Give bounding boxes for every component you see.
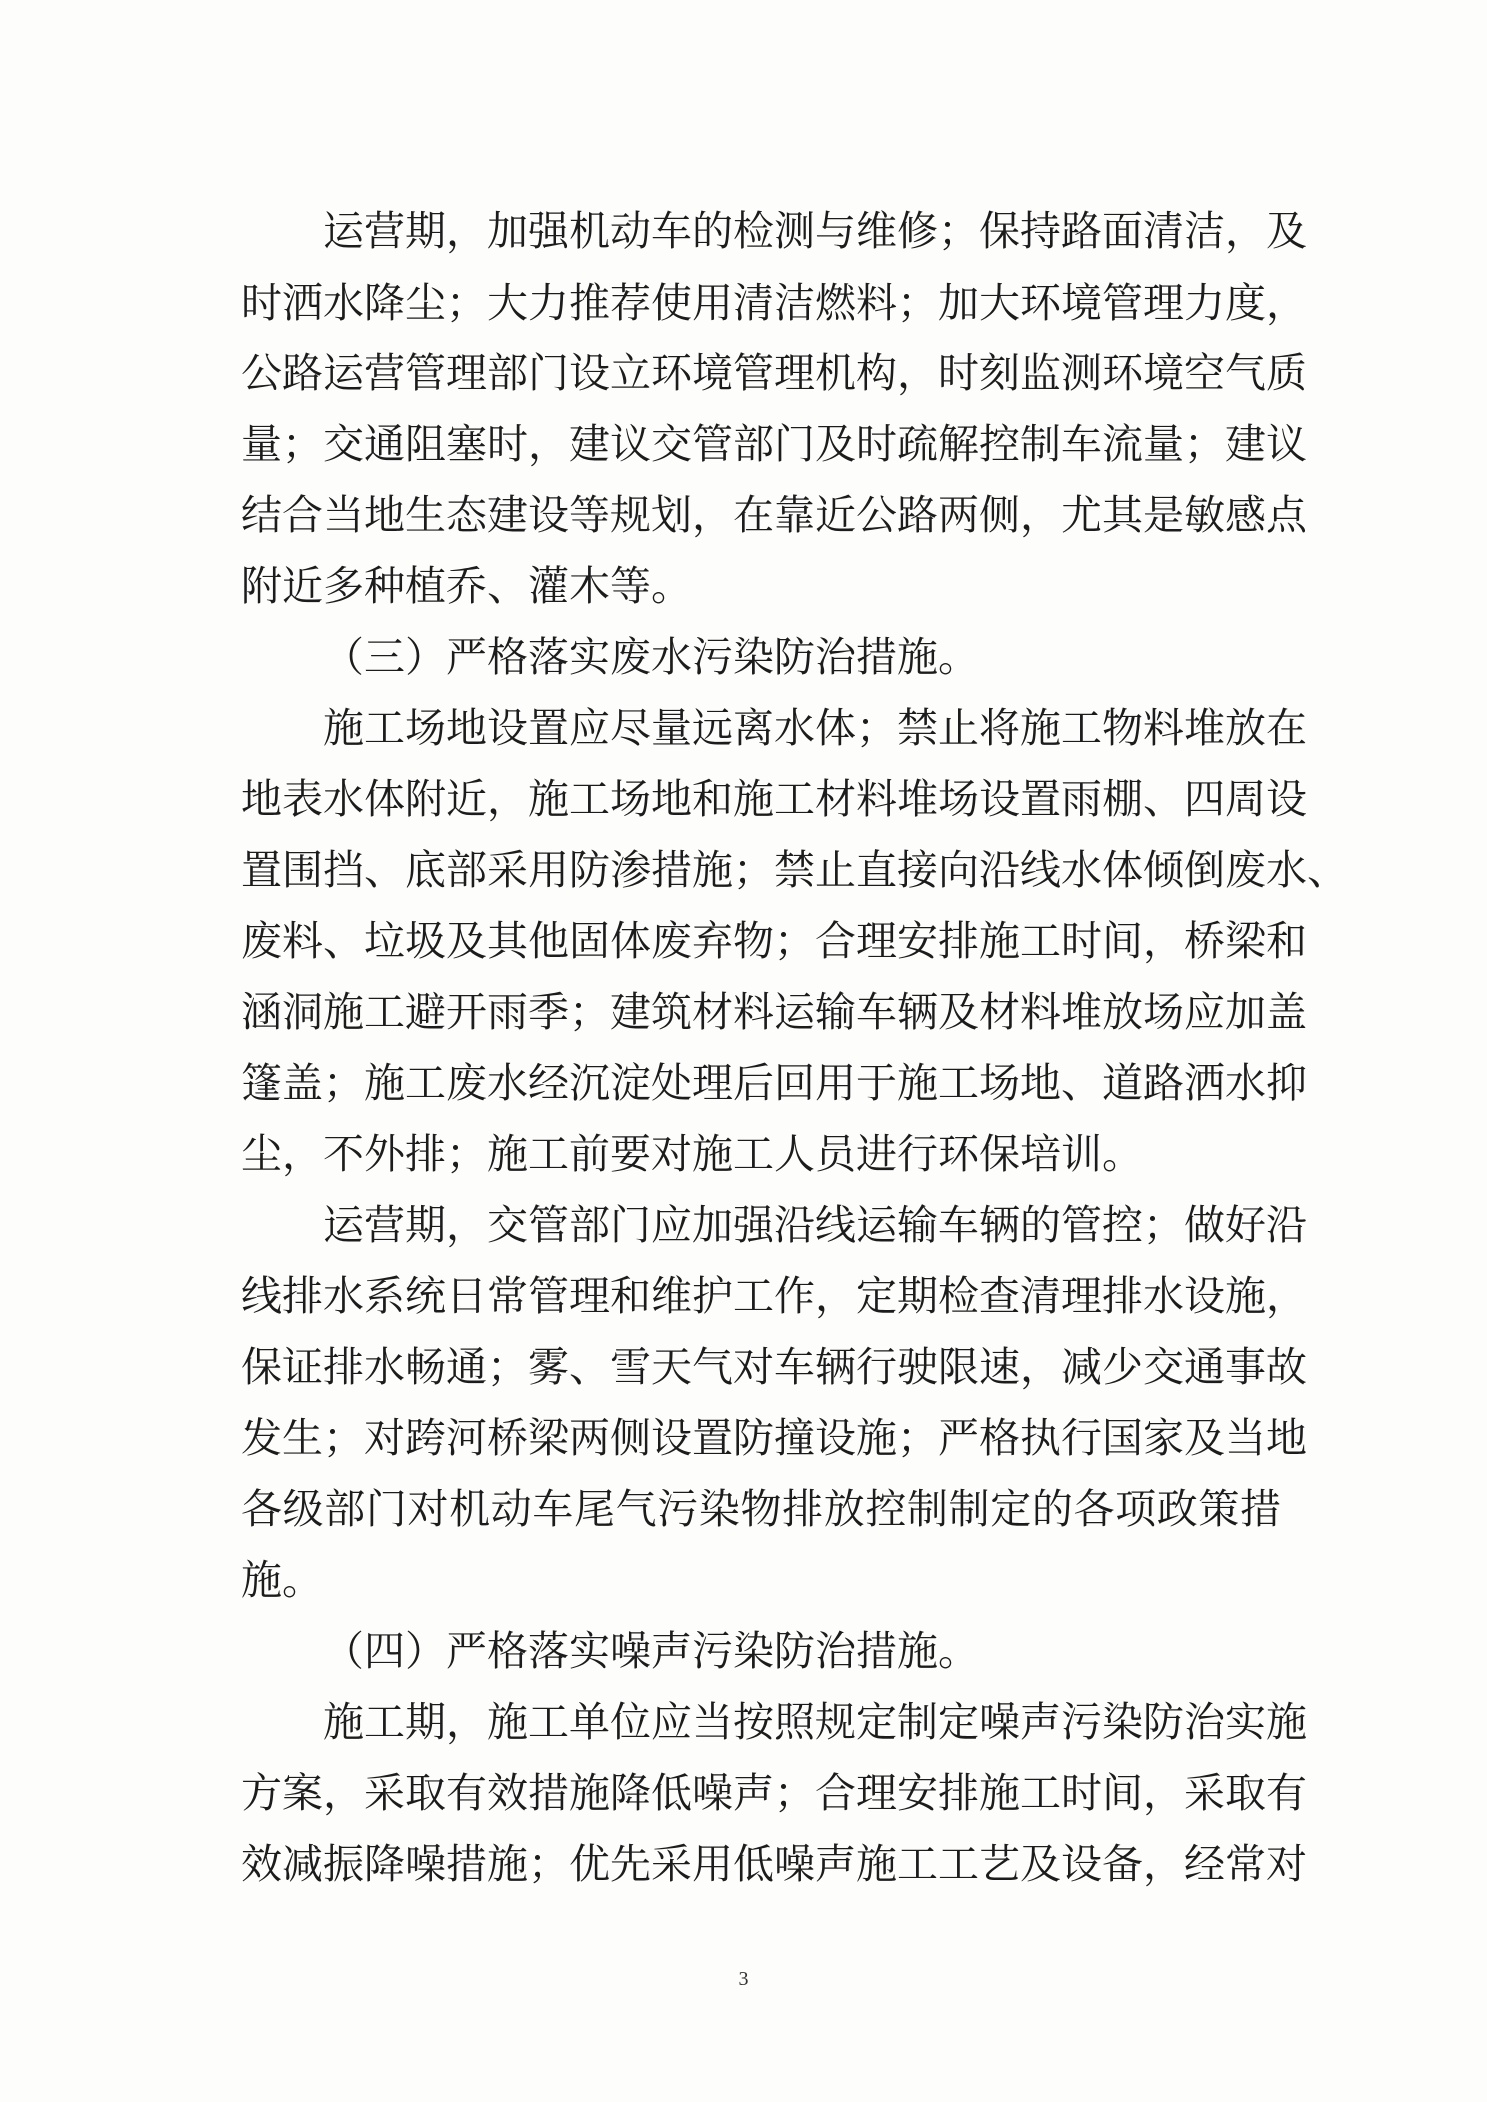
- paragraph-line: 公路运营管理部门设立环境管理机构，时刻监测环境空气质: [241, 349, 1307, 397]
- paragraph-line: 运营期，加强机动车的检测与维修；保持路面清洁，及: [323, 207, 1307, 255]
- paragraph-line: 地表水体附近，施工场地和施工材料堆场设置雨棚、四周设: [241, 775, 1307, 823]
- paragraph-line: 施工期，施工单位应当按照规定制定噪声污染防治实施: [323, 1698, 1307, 1746]
- paragraph-line: 施工场地设置应尽量远离水体；禁止将施工物料堆放在: [323, 704, 1307, 752]
- paragraph-line: 效减振降噪措施；优先采用低噪声施工工艺及设备，经常对: [241, 1840, 1307, 1888]
- paragraph-line: 置围挡、底部采用防渗措施；禁止直接向沿线水体倾倒废水、: [241, 846, 1348, 894]
- paragraph-line: 结合当地生态建设等规划，在靠近公路两侧，尤其是敏感点: [241, 491, 1307, 539]
- paragraph-line: 量；交通阻塞时，建议交管部门及时疏解控制车流量；建议: [241, 420, 1307, 468]
- paragraph-line: 运营期，交管部门应加强沿线运输车辆的管控；做好沿: [323, 1201, 1307, 1249]
- paragraph-line: 废料、垃圾及其他固体废弃物；合理安排施工时间，桥梁和: [241, 917, 1307, 965]
- paragraph-line: 涵洞施工避开雨季；建筑材料运输车辆及材料堆放场应加盖: [241, 988, 1307, 1036]
- paragraph-line: 线排水系统日常管理和维护工作，定期检查清理排水设施，: [241, 1272, 1307, 1320]
- page-number: 3: [738, 1968, 749, 1990]
- paragraph-line: 方案，采取有效措施降低噪声；合理安排施工时间，采取有: [241, 1769, 1307, 1817]
- paragraph-line: 施。: [241, 1556, 323, 1604]
- paragraph-line: 尘，不外排；施工前要对施工人员进行环保培训。: [241, 1130, 1143, 1178]
- paragraph-line: 篷盖；施工废水经沉淀处理后回用于施工场地、道路洒水抑: [241, 1059, 1307, 1107]
- paragraph-line: 时洒水降尘；大力推荐使用清洁燃料；加大环境管理力度，: [241, 279, 1307, 327]
- paragraph-line: 附近多种植乔、灌木等。: [241, 562, 692, 610]
- paragraph-line: 保证排水畅通；雾、雪天气对车辆行驶限速，减少交通事故: [241, 1343, 1307, 1391]
- paragraph-line: 发生；对跨河桥梁两侧设置防撞设施；严格执行国家及当地: [241, 1414, 1307, 1462]
- paragraph-line: 各级部门对机动车尾气污染物排放控制制定的各项政策措: [241, 1485, 1281, 1533]
- section-heading-3: （三）严格落实废水污染防治措施。: [323, 633, 979, 681]
- section-heading-4: （四）严格落实噪声污染防治措施。: [323, 1627, 979, 1675]
